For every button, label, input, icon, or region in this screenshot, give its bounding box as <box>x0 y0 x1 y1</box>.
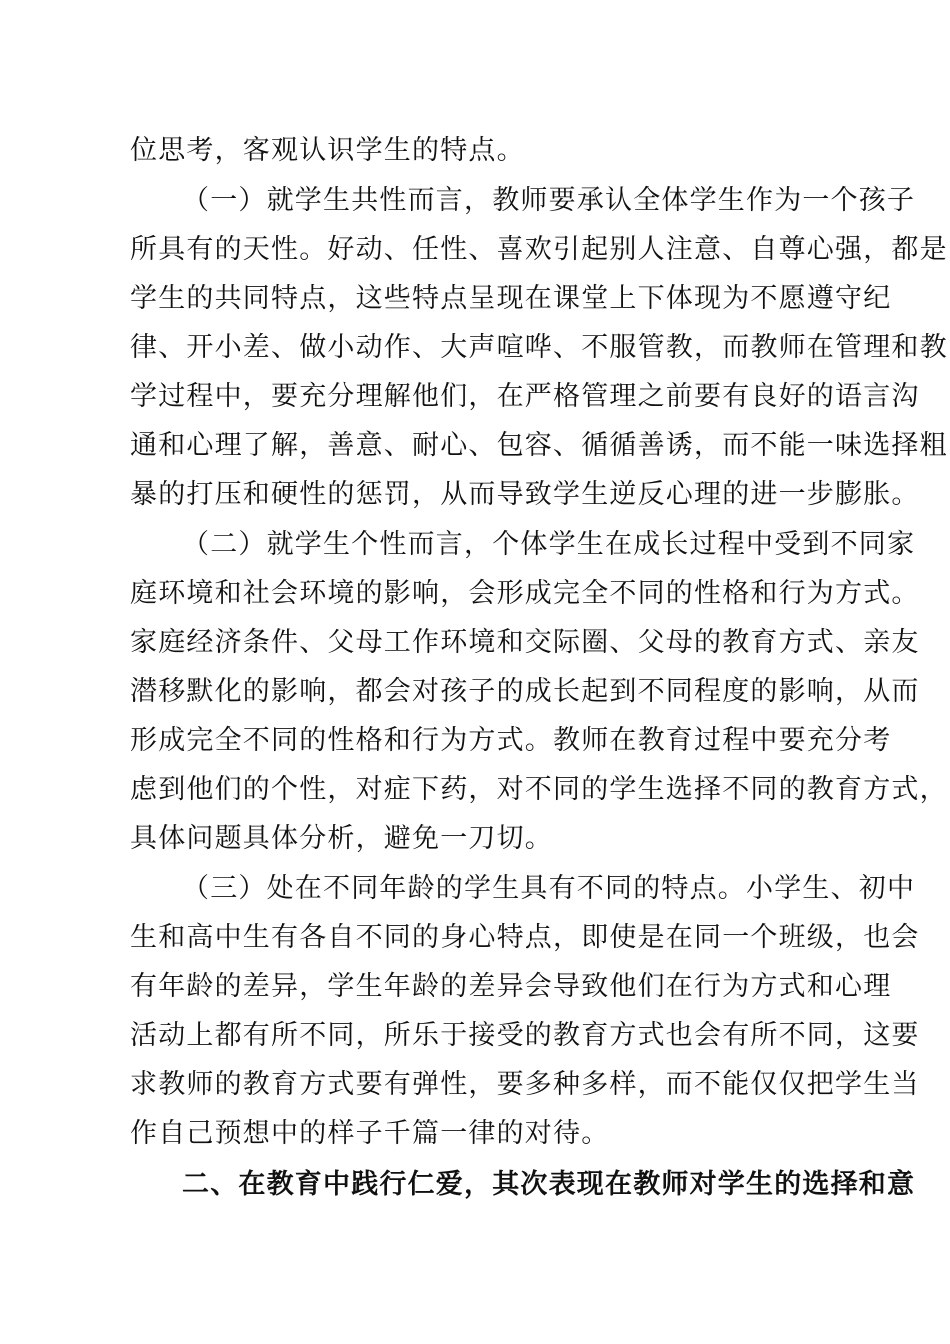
text-line: 庭环境和社会环境的影响，会形成完全不同的性格和行为方式。 <box>130 578 920 609</box>
text-line: 通和心理了解，善意、耐心、包容、循循善诱，而不能一味选择粗 <box>130 430 948 461</box>
text-line: 虑到他们的个性，对症下药，对不同的学生选择不同的教育方式， <box>130 774 948 805</box>
text-line: 暴的打压和硬性的惩罚，从而导致学生逆反心理的进一步膨胀。 <box>130 479 920 510</box>
text-line: 所具有的天性。好动、任性、喜欢引起别人注意、自尊心强，都是 <box>130 234 948 265</box>
text-line: 位思考，客观认识学生的特点。 <box>130 135 525 166</box>
text-line: 家庭经济条件、父母工作环境和交际圈、父母的教育方式、亲友 <box>130 627 920 658</box>
text-line: 潜移默化的影响，都会对孩子的成长起到不同程度的影响，从而 <box>130 676 920 707</box>
text-line: 学过程中，要充分理解他们，在严格管理之前要有良好的语言沟 <box>130 381 920 412</box>
text-line: 具体问题具体分析，避免一刀切。 <box>130 823 553 854</box>
text-line: 作自己预想中的样子千篇一律的对待。 <box>130 1118 610 1149</box>
paragraph-first-line: （三）处在不同年龄的学生具有不同的特点。小学生、初中 <box>182 873 916 904</box>
text-line: 律、开小差、做小动作、大声喧哗、不服管教，而教师在管理和教 <box>130 332 948 363</box>
text-line: 有年龄的差异，学生年龄的差异会导致他们在行为方式和心理 <box>130 971 892 1002</box>
text-line: 求教师的教育方式要有弹性，要多种多样，而不能仅仅把学生当 <box>130 1069 920 1100</box>
section-heading: 二、在教育中践行仁爱，其次表现在教师对学生的选择和意 <box>182 1169 916 1200</box>
paragraph-first-line: （二）就学生个性而言，个体学生在成长过程中受到不同家 <box>182 529 916 560</box>
text-line: 学生的共同特点，这些特点呈现在课堂上下体现为不愿遵守纪 <box>130 283 892 314</box>
text-line: 形成完全不同的性格和行为方式。教师在教育过程中要充分考 <box>130 725 892 756</box>
text-line: 生和高中生有各自不同的身心特点，即使是在同一个班级，也会 <box>130 922 920 953</box>
text-line: 活动上都有所不同，所乐于接受的教育方式也会有所不同，这要 <box>130 1020 920 1051</box>
paragraph-first-line: （一）就学生共性而言，教师要承认全体学生作为一个孩子 <box>182 185 916 216</box>
